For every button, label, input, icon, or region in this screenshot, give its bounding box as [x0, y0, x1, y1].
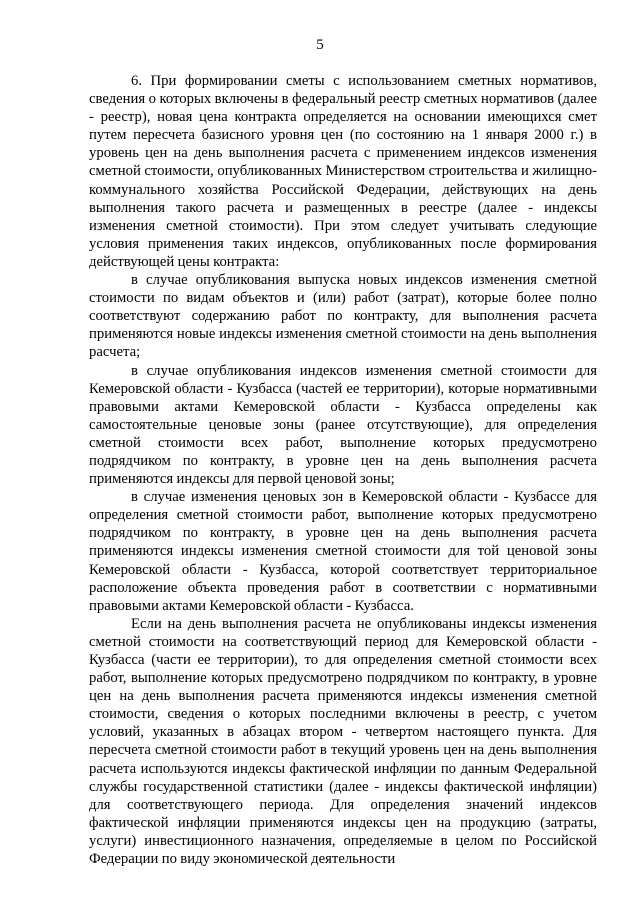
page-number: 5: [316, 37, 324, 53]
paragraph-new-indices: в случае опубликования выпуска новых индексов изменения сметной стоимости по видам объектов и (или) работ (затрат), которые более полно соответствуют содержанию работ по контракту, для выполнения расчета применяются новые индексы изменения сметной стоимости на день выполнения расчета;: [89, 272, 597, 361]
paragraph-price-zone-change: в случае изменения ценовых зон в Кемеровской области - Кузбассе для определения сметной стоимости работ, выполнение которых предусмотрено подрядчиком по контракту, в уровне цен на день выполнения расчета применяются индексы изменения сметной стоимости для той ценовой зоны Кемеровской области - Кузбасса, которой соответствует территориальное расположение объекта проведения работ в соответствии с нормативными правовыми актами Кемеровской области - Кузбасса.: [89, 489, 597, 614]
paragraph-new-price-zones: в случае опубликования индексов изменения сметной стоимости для Кемеровской области - Кузбасса (частей ее территории), которые нормативными правовыми актами Кемеровской области - Кузбасса определены как самостоятельные ценовые зоны (ранее отсутствующие), для определения сметной стоимости всех работ, выполнение которых предусмотрено подрядчиком по контракту, в уровне цен на день выполнения расчета применяются индексы для первой ценовой зоны;: [89, 362, 597, 488]
paragraph-item-6: 6. При формировании сметы с использованием сметных нормативов, сведения о которых включены в федеральный реестр сметных нормативов (далее - реестр), новая цена контракта определяется на основании имеющихся смет путем пересчета базисного уровня цен (по состоянию на 1 января 2000 г.) в уровень цен на день выполнения расчета с применением индексов изменения сметной стоимости, опубликованных Министерством строительства и жилищно-коммунального хозяйства Российской Федерации, действующих на день выполнения такого расчета и размещенных в реестре (далее - индексы изменения сметной стоимости). При этом следует учитывать следующие условия применения таких индексов, опубликованных после формирования действующей цены контракта:: [89, 73, 597, 270]
document-body: [89, 72, 597, 868]
paragraph-unpublished-indices: Если на день выполнения расчета не опубликованы индексы изменения сметной стоимости на соответствующий период для Кемеровской области - Кузбасса (части ее территории), то для определения сметной стоимости всех работ, выполнение которых предусмотрено подрядчиком по контракту, в уровне цен на день выполнения расчета применяются индексы изменения сметной стоимости, сведения о которых последними включены в реестр, с учетом условий, указанных в абзацах втором - четвертом настоящего пункта. Для пересчета сметной стоимости работ в текущий уровень цен на день выполнения расчета используются индексы фактической инфляции по данным Федеральной службы государственной статистики (далее - индексы фактической инфляции) для соответствующего периода. Для определения значений индексов фактической инфляции применяются индексы цен на продукцию (затраты, услуги) инвестиционного назначения, определяемые в целом по Российской Федерации по виду экономической деятельности: [89, 615, 597, 868]
